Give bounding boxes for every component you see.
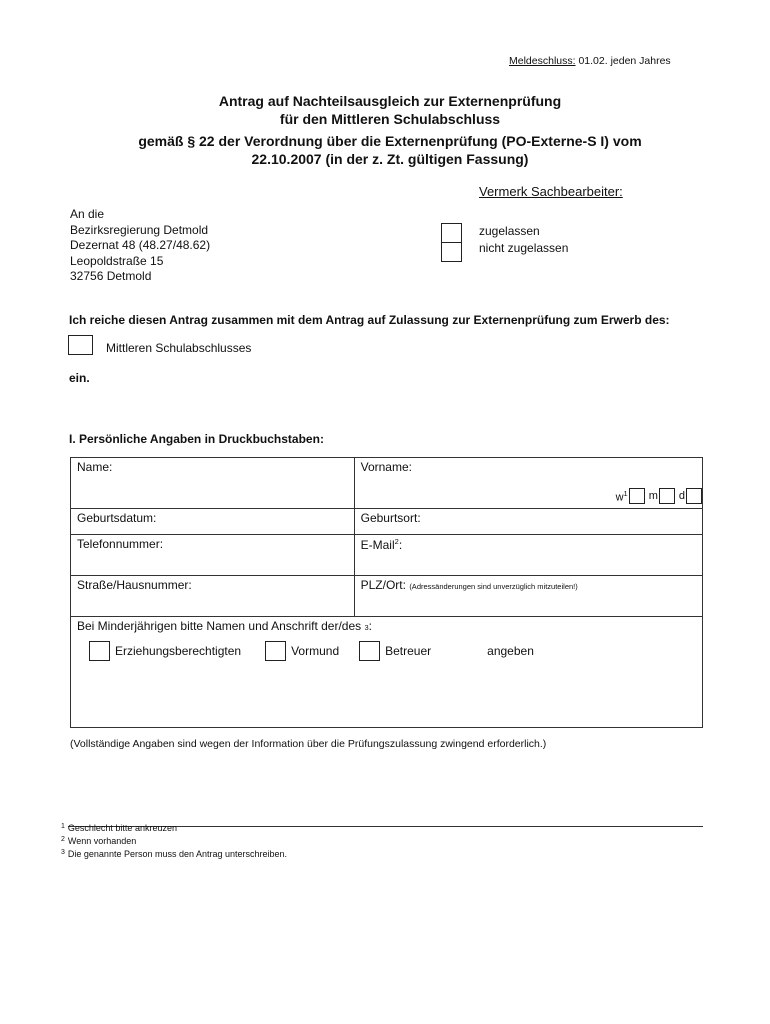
angeben-label: angeben <box>487 644 534 658</box>
vermerk-label: Vermerk Sachbearbeiter: <box>479 184 623 199</box>
title-line-2: für den Mittleren Schulabschluss <box>279 111 501 127</box>
birthplace-field[interactable] <box>354 509 702 535</box>
city-field[interactable] <box>354 576 702 617</box>
gender-m-checkbox[interactable] <box>659 488 675 504</box>
guardian-field[interactable] <box>71 617 703 728</box>
mittlerer-schulabschluss-checkbox[interactable] <box>68 335 93 355</box>
section-heading: I. Persönliche Angaben in Druckbuchstaben: <box>69 432 324 446</box>
footnote-3: $^3$ Die genannte Person muss den Antrag unterschreiben. <box>61 849 288 859</box>
footnote-1: $^1$ Geschlecht bitte ankreuzen <box>61 823 177 833</box>
intro-closing: ein. <box>69 371 90 385</box>
guardian-options <box>89 641 696 661</box>
gender-d-checkbox[interactable] <box>686 488 702 504</box>
nicht-zugelassen-checkbox[interactable] <box>441 242 462 262</box>
title-line-1: Antrag auf Nachteilsausgleich zur Externenprüfung <box>218 93 562 109</box>
email-field[interactable] <box>354 535 702 576</box>
zugelassen-checkbox[interactable] <box>441 223 462 243</box>
title-line-4: 22.10.2007 (in der z. Zt. gültigen Fassung) <box>251 151 529 167</box>
deadline-value: 01.02. jeden Jahres <box>578 55 671 67</box>
deadline-label: Meldeschluss: <box>509 55 576 67</box>
phone-label: Telefonnummer: <box>77 537 164 551</box>
vormund-label: Vormund <box>291 644 340 658</box>
address-line: 32756 Detmold <box>70 269 152 283</box>
gender-m-label: m <box>648 490 658 502</box>
betreuer-checkbox[interactable] <box>359 641 380 661</box>
city-label: PLZ/Ort: <box>360 578 406 592</box>
erziehungsberechtigte-checkbox[interactable] <box>89 641 110 661</box>
vorname-label: Vorname: <box>360 460 412 474</box>
birthplace-label: Geburtsort: <box>360 511 421 525</box>
city-note: (Adressänderungen sind unverzüglich mitzuteilen!) <box>409 582 578 591</box>
name-field[interactable] <box>71 458 355 509</box>
deadline-note <box>509 55 671 67</box>
mittlerer-schulabschluss-label: Mittleren Schulabschlusses <box>106 341 252 355</box>
guardian-label: Bei Minderjährigen bitte Namen und Anschrift der/des 3: <box>77 619 373 633</box>
street-field[interactable] <box>71 576 355 617</box>
birthdate-field[interactable] <box>71 509 355 535</box>
gender-d-label: d <box>678 490 685 502</box>
street-label: Straße/Hausnummer: <box>77 578 192 592</box>
address-line: Bezirksregierung Detmold <box>70 222 209 237</box>
vorname-field[interactable] <box>354 458 702 509</box>
name-label: Name: <box>77 460 113 474</box>
address-line: Leopoldstraße 15 <box>70 253 164 268</box>
betreuer-label: Betreuer <box>385 644 432 658</box>
footnote-2: $^2$ Wenn vorhanden <box>61 836 137 846</box>
phone-field[interactable] <box>71 535 355 576</box>
completeness-note: (Vollständige Angaben sind wegen der Information über die Prüfungszulassung zwingend erforderlich.) <box>70 738 547 750</box>
gender-w-label: $w^1$ <box>615 488 628 504</box>
title-line-3: gemäß § 22 der Verordnung über die Externenprüfung (PO-Externe-S I) vom <box>138 133 642 149</box>
erziehungsberechtigte-label: Erziehungsberechtigten <box>115 644 242 658</box>
address-line: Dezernat 48 (48.27/48.62) <box>70 238 211 252</box>
email-label: E-Mail$^2$: <box>360 537 403 552</box>
birthdate-label: Geburtsdatum: <box>77 511 157 525</box>
gender-selector <box>612 488 702 504</box>
intro-text: Ich reiche diesen Antrag zusammen mit dem Antrag auf Zulassung zur Externenprüfung zum Erwerb des: <box>69 313 670 327</box>
recipient-address <box>70 207 210 285</box>
vormund-checkbox[interactable] <box>265 641 286 661</box>
nicht-zugelassen-label: nicht zugelassen <box>479 241 569 255</box>
address-line: An die <box>70 207 105 221</box>
zugelassen-label: zugelassen <box>479 224 540 238</box>
gender-w-checkbox[interactable] <box>629 488 645 504</box>
personal-data-table <box>70 457 703 728</box>
